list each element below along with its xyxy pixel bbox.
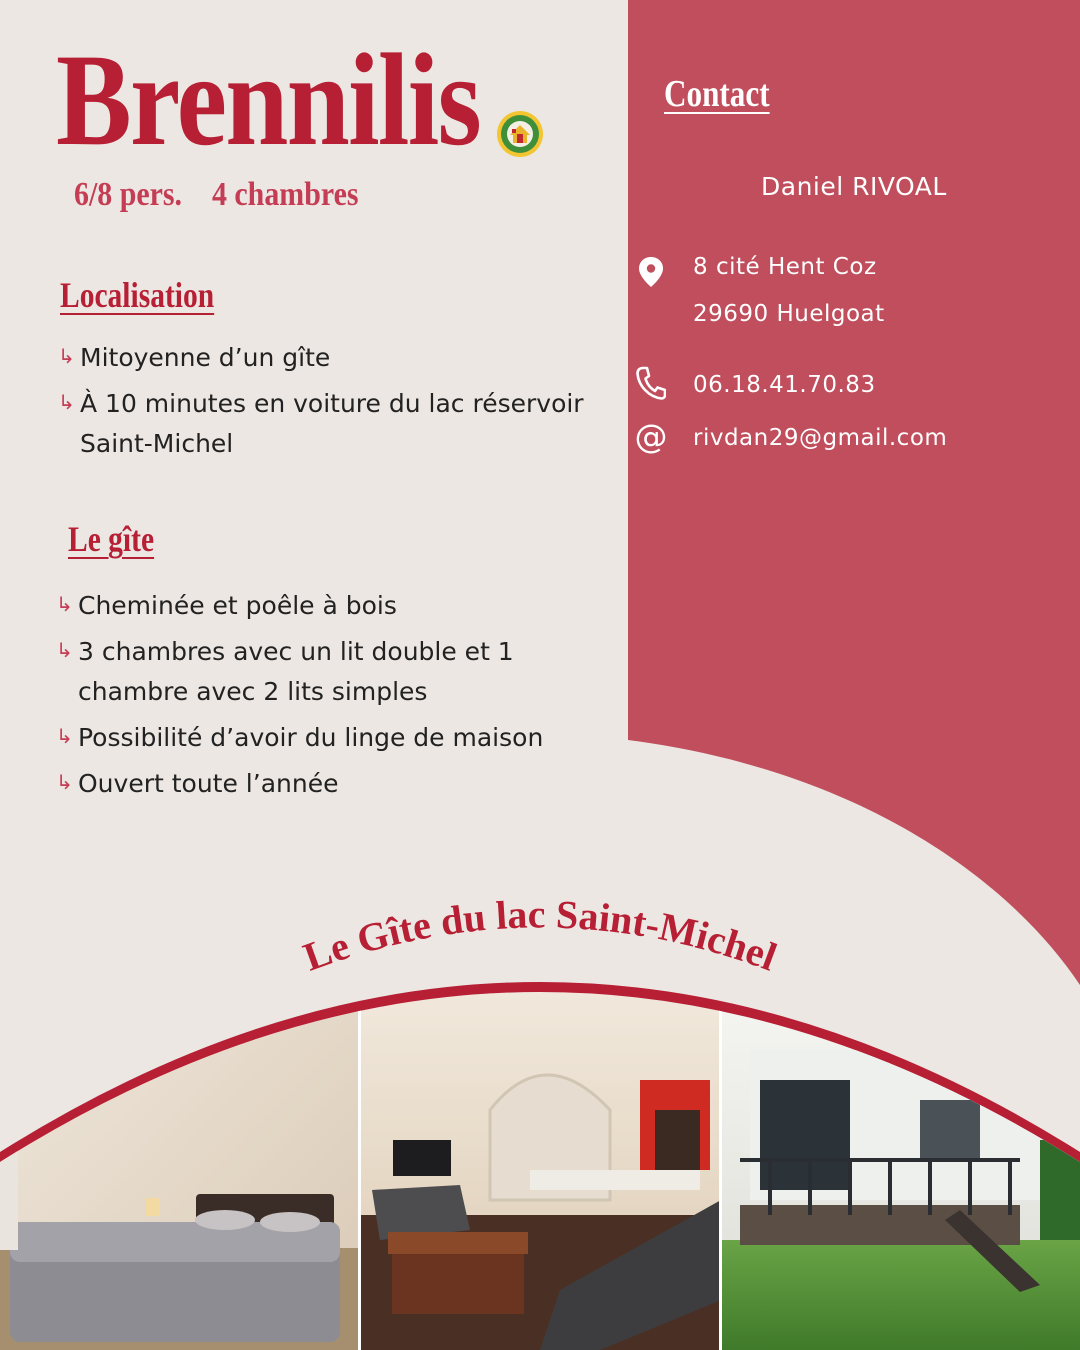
localisation-item-text: Mitoyenne d’un gîte (80, 343, 331, 372)
gite-item-text: chambre avec 2 lits simples (78, 677, 428, 706)
gite-item-text: Possibilité d’avoir du linge de maison (78, 723, 544, 752)
arrow-bullet-icon: ↳ (56, 638, 73, 662)
gite-item-text: Cheminée et poêle à bois (78, 591, 397, 620)
terrace-photo (721, 990, 1080, 1350)
localisation-item-text: À 10 minutes en voiture du lac réservoir (80, 389, 584, 418)
arrow-bullet-icon: ↳ (56, 770, 73, 794)
arrow-bullet-icon: ↳ (56, 592, 73, 616)
bedroom-photo (0, 990, 360, 1350)
gite-item-text: Ouvert toute l’année (78, 769, 339, 798)
contact-heading: Contact (664, 73, 770, 115)
living-room-photo (360, 990, 721, 1350)
capacity-text: 6/8 pers. (74, 176, 183, 213)
contact-address-line2: 29690 Huelgoat (693, 301, 885, 327)
rooms-text: 4 chambres (211, 176, 359, 213)
contact-name: Daniel RIVOAL (761, 172, 947, 201)
contact-address-line1: 8 cité Hent Coz (693, 254, 877, 280)
gite-heading: Le gîte (68, 519, 155, 559)
banner-title: Le Gîte du lac Saint-Michel (297, 891, 783, 980)
arrow-bullet-icon: ↳ (58, 344, 75, 368)
arrow-bullet-icon: ↳ (56, 724, 73, 748)
localisation-heading: Localisation (60, 275, 215, 315)
arrow-bullet-icon: ↳ (58, 390, 75, 414)
contact-email[interactable]: rivdan29@gmail.com (693, 425, 948, 451)
gite-item-text: 3 chambres avec un lit double et 1 (78, 637, 514, 666)
localisation-item-text: Saint-Michel (80, 429, 234, 458)
page-title: Brennilis (56, 26, 481, 173)
svg-text:@: @ (634, 421, 668, 455)
contact-phone[interactable]: 06.18.41.70.83 (693, 372, 876, 398)
